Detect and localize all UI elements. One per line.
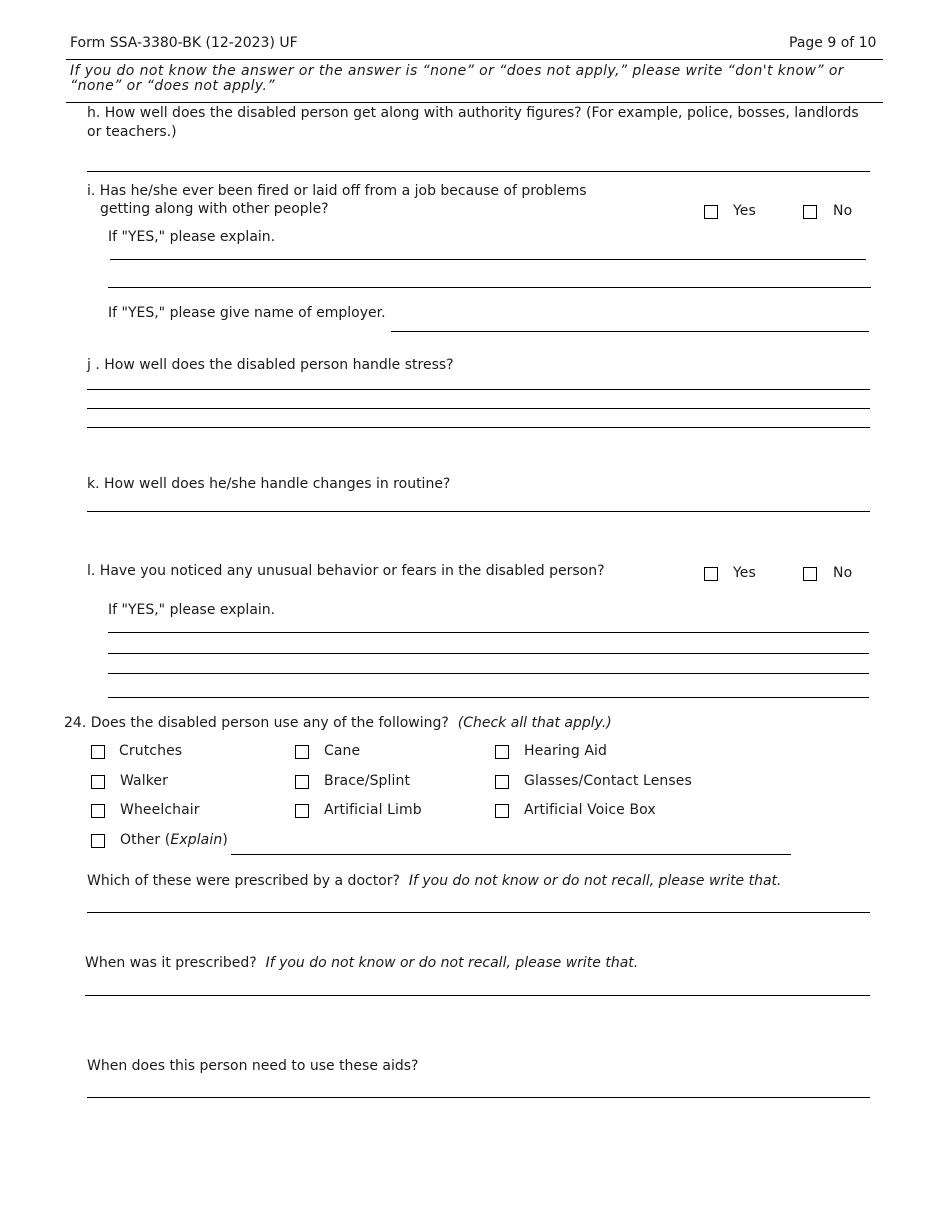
question-i-line2: getting along with other people? bbox=[100, 201, 329, 217]
explain-line-l-3 bbox=[108, 673, 869, 674]
explain-field-l-4[interactable] bbox=[108, 679, 869, 697]
answer-field-k[interactable] bbox=[87, 493, 870, 511]
other-explain-field[interactable] bbox=[231, 836, 791, 854]
employer-field[interactable] bbox=[391, 312, 869, 330]
answer-line-j-2 bbox=[87, 408, 870, 409]
artificial-limb-checkbox[interactable] bbox=[295, 804, 309, 818]
explain-line-l-4 bbox=[108, 697, 869, 698]
page-number: Page 9 of 10 bbox=[789, 35, 877, 51]
question-h: h. How well does the disabled person get along with authority figures? (For example, police, bosses, landlords or teachers.) bbox=[87, 105, 859, 140]
question-j: j . How well does the disabled person handle stress? bbox=[87, 357, 454, 373]
cane-checkbox[interactable] bbox=[295, 745, 309, 759]
voice-box-label: Artificial Voice Box bbox=[524, 802, 656, 818]
other-label-suffix: ) bbox=[222, 832, 228, 848]
prescribed-question-hint: If you do not know or do not recall, please write that. bbox=[408, 873, 782, 889]
yes-label-i: Yes bbox=[733, 203, 756, 219]
when-prescribed-hint: If you do not know or do not recall, please write that. bbox=[265, 955, 639, 971]
yes-checkbox-l[interactable] bbox=[704, 567, 718, 581]
explain-field-l-3[interactable] bbox=[108, 655, 869, 673]
when-prescribed-question bbox=[85, 954, 638, 973]
other-label-explain: Explain bbox=[170, 832, 223, 848]
prescribed-field[interactable] bbox=[87, 894, 870, 912]
explain-field-l-2[interactable] bbox=[108, 635, 869, 653]
header-rule bbox=[66, 59, 883, 60]
glasses-label: Glasses/Contact Lenses bbox=[524, 773, 692, 789]
explain-line-l-1 bbox=[108, 632, 869, 633]
no-checkbox-l[interactable] bbox=[803, 567, 817, 581]
voice-box-checkbox[interactable] bbox=[495, 804, 509, 818]
no-label-l: No bbox=[833, 565, 853, 581]
prescribed-line bbox=[87, 912, 870, 913]
answer-line-k bbox=[87, 511, 870, 512]
explain-label-i: If "YES," please explain. bbox=[108, 229, 276, 245]
walker-checkbox[interactable] bbox=[91, 775, 105, 789]
explain-field-i-2[interactable] bbox=[108, 268, 871, 286]
explain-field-i-1[interactable] bbox=[110, 240, 866, 258]
answer-field-j-3[interactable] bbox=[87, 410, 870, 428]
brace-splint-checkbox[interactable] bbox=[295, 775, 309, 789]
other-label bbox=[120, 831, 228, 850]
glasses-checkbox[interactable] bbox=[495, 775, 509, 789]
when-need-line bbox=[87, 1097, 870, 1098]
answer-field-j-2[interactable] bbox=[87, 391, 870, 409]
other-checkbox[interactable] bbox=[91, 834, 105, 848]
walker-label: Walker bbox=[120, 773, 168, 789]
employer-line bbox=[391, 331, 869, 332]
when-prescribed-text: When was it prescribed? bbox=[85, 955, 257, 971]
explain-line-i-2 bbox=[108, 287, 871, 288]
answer-field-j-1[interactable] bbox=[87, 371, 870, 389]
question-k: k. How well does he/she handle changes in routine? bbox=[87, 476, 451, 492]
other-label-prefix: Other ( bbox=[120, 832, 171, 848]
no-label-i: No bbox=[833, 203, 853, 219]
yes-checkbox-i[interactable] bbox=[704, 205, 718, 219]
when-prescribed-field[interactable] bbox=[85, 977, 870, 995]
crutches-checkbox[interactable] bbox=[91, 745, 105, 759]
question-i-line1: i. Has he/she ever been fired or laid off from a job because of problems bbox=[87, 183, 587, 199]
explain-field-l-1[interactable] bbox=[108, 614, 869, 632]
instruction-text: If you do not know the answer or the answer is “none” or “does not apply,” please write “don't know” or “none” or “does not apply.” bbox=[70, 63, 844, 94]
question-24 bbox=[64, 714, 612, 733]
wheelchair-label: Wheelchair bbox=[120, 802, 200, 818]
when-need-question: When does this person need to use these aids? bbox=[87, 1058, 419, 1074]
when-prescribed-line bbox=[85, 995, 870, 996]
wheelchair-checkbox[interactable] bbox=[91, 804, 105, 818]
explain-line-i-1 bbox=[110, 259, 866, 260]
cane-label: Cane bbox=[324, 743, 361, 759]
instruction-rule bbox=[66, 102, 883, 103]
answer-line-j-1 bbox=[87, 389, 870, 390]
form-id: Form SSA-3380-BK (12-2023) UF bbox=[70, 35, 298, 51]
hearing-aid-label: Hearing Aid bbox=[524, 743, 608, 759]
question-l: l. Have you noticed any unusual behavior or fears in the disabled person? bbox=[87, 563, 605, 579]
crutches-label: Crutches bbox=[119, 743, 183, 759]
question-24-hint: (Check all that apply.) bbox=[457, 715, 612, 731]
other-explain-line bbox=[231, 854, 791, 855]
when-need-field[interactable] bbox=[87, 1079, 870, 1097]
brace-splint-label: Brace/Splint bbox=[324, 773, 411, 789]
prescribed-question-text: Which of these were prescribed by a doctor? bbox=[87, 873, 400, 889]
answer-field-h[interactable] bbox=[87, 152, 870, 170]
explain-line-l-2 bbox=[108, 653, 869, 654]
no-checkbox-i[interactable] bbox=[803, 205, 817, 219]
question-24-text: 24. Does the disabled person use any of the following? bbox=[64, 715, 449, 731]
employer-label: If "YES," please give name of employer. bbox=[108, 305, 386, 321]
artificial-limb-label: Artificial Limb bbox=[324, 802, 422, 818]
explain-label-l: If "YES," please explain. bbox=[108, 602, 276, 618]
prescribed-question bbox=[87, 872, 782, 891]
answer-line-j-3 bbox=[87, 427, 870, 428]
yes-label-l: Yes bbox=[733, 565, 756, 581]
answer-line-h bbox=[87, 171, 870, 172]
hearing-aid-checkbox[interactable] bbox=[495, 745, 509, 759]
